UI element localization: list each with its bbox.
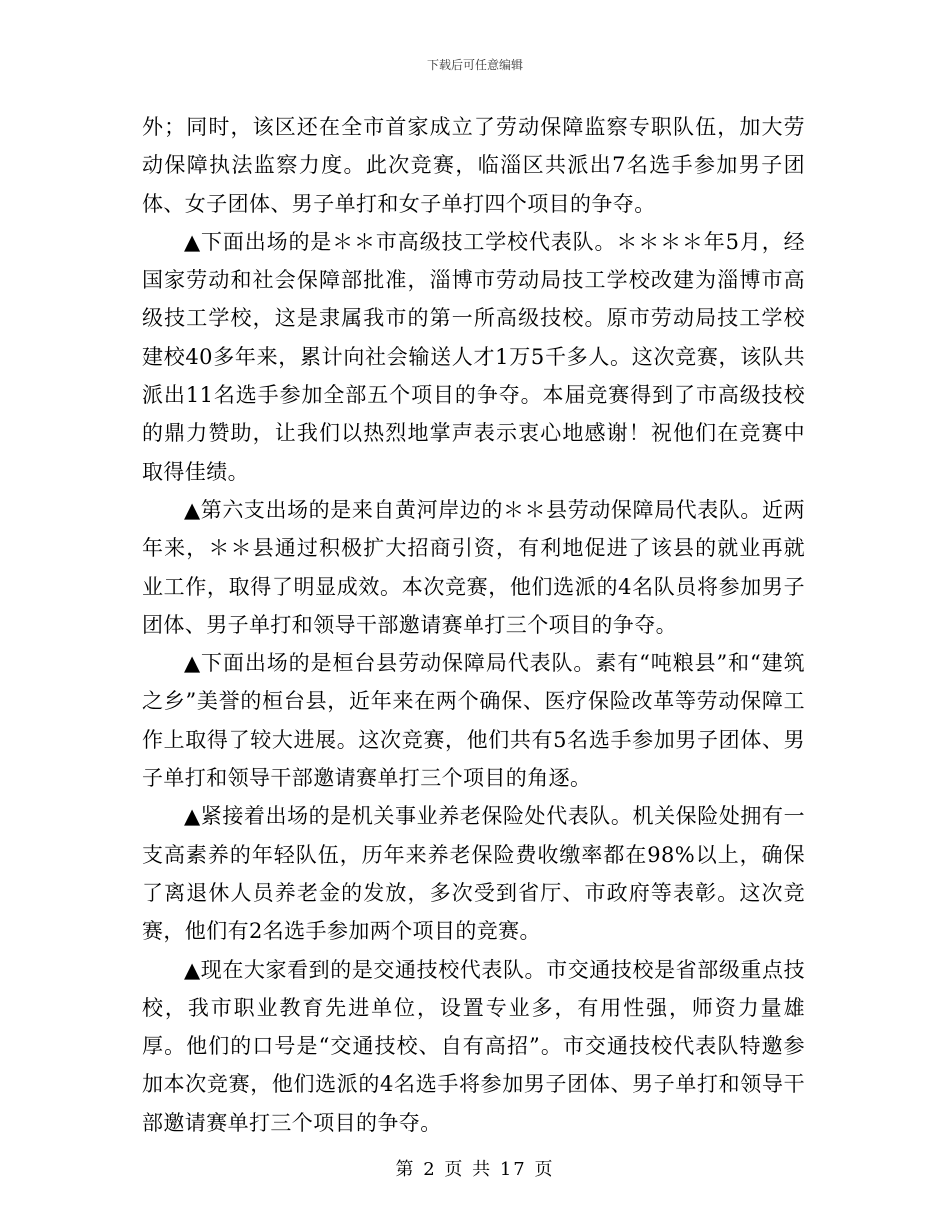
paragraph-pension-office: ▲紧接着出场的是机关事业养老保险处代表队。机关保险处拥有一支高素养的年轻队伍，历年来养老保险费收缴率都在98%以上，确保了离退休人员养老金的发放，多次受到省厅、市政府等表彰。这次竞赛，他们有2名选手参加两个项目的竞赛。	[142, 804, 805, 944]
paragraph-county-labor-bureau: ▲第六支出场的是来自黄河岸边的＊＊县劳动保障局代表队。近两年来，＊＊县通过积极扩大招商引资，有利地促进了该县的就业再就业工作，取得了明显成效。本次竞赛，他们选派的4名队员将参加男子团体、男子单打和领导干部邀请赛单打三个项目的争夺。	[142, 497, 805, 637]
paragraph-transport-school: ▲现在大家看到的是交通技校代表队。市交通技校是省部级重点技校，我市职业教育先进单位，设置专业多，有用性强，师资力量雄厚。他们的口号是“交通技校、自有高招”。市交通技校代表队特邀参加本次竞赛，他们选派的4名选手将参加男子团体、男子单打和领导干部邀请赛单打三个项目的争夺。	[142, 957, 805, 1135]
page-number: 第 2 页 共 17 页	[395, 1159, 555, 1180]
paragraph-continuation: 外；同时，该区还在全市首家成立了劳动保障监察专职队伍，加大劳动保障执法监察力度。此次竞赛，临淄区共派出7名选手参加男子团体、女子团体、男子单打和女子单打四个项目的争夺。	[142, 115, 805, 216]
paragraph-huantai-county: ▲下面出场的是桓台县劳动保障局代表队。素有“吨粮县”和“建筑之乡”美誉的桓台县，近年来在两个确保、医疗保险改革等劳动保障工作上取得了较大进展。这次竞赛，他们共有5名选手参加男子团体、男子单打和领导干部邀请赛单打三个项目的角逐。	[142, 651, 805, 791]
document-body	[142, 108, 805, 1142]
paragraph-advanced-technical-school: ▲下面出场的是＊＊市高级技工学校代表队。＊＊＊＊年5月，经国家劳动和社会保障部批准，淄博市劳动局技工学校改建为淄博市高级技工学校，这是隶属我市的第一所高级技校。原市劳动局技工学校建校40多年来，累计向社会输送人才1万5千多人。这次竞赛，该队共派出11名选手参加全部五个项目的争夺。本届竞赛得到了市高级技校的鼎力赞助，让我们以热烈地掌声表示衷心地感谢！祝他们在竞赛中取得佳绩。	[142, 229, 805, 484]
page-header-note: 下载后可任意编辑	[426, 58, 523, 72]
